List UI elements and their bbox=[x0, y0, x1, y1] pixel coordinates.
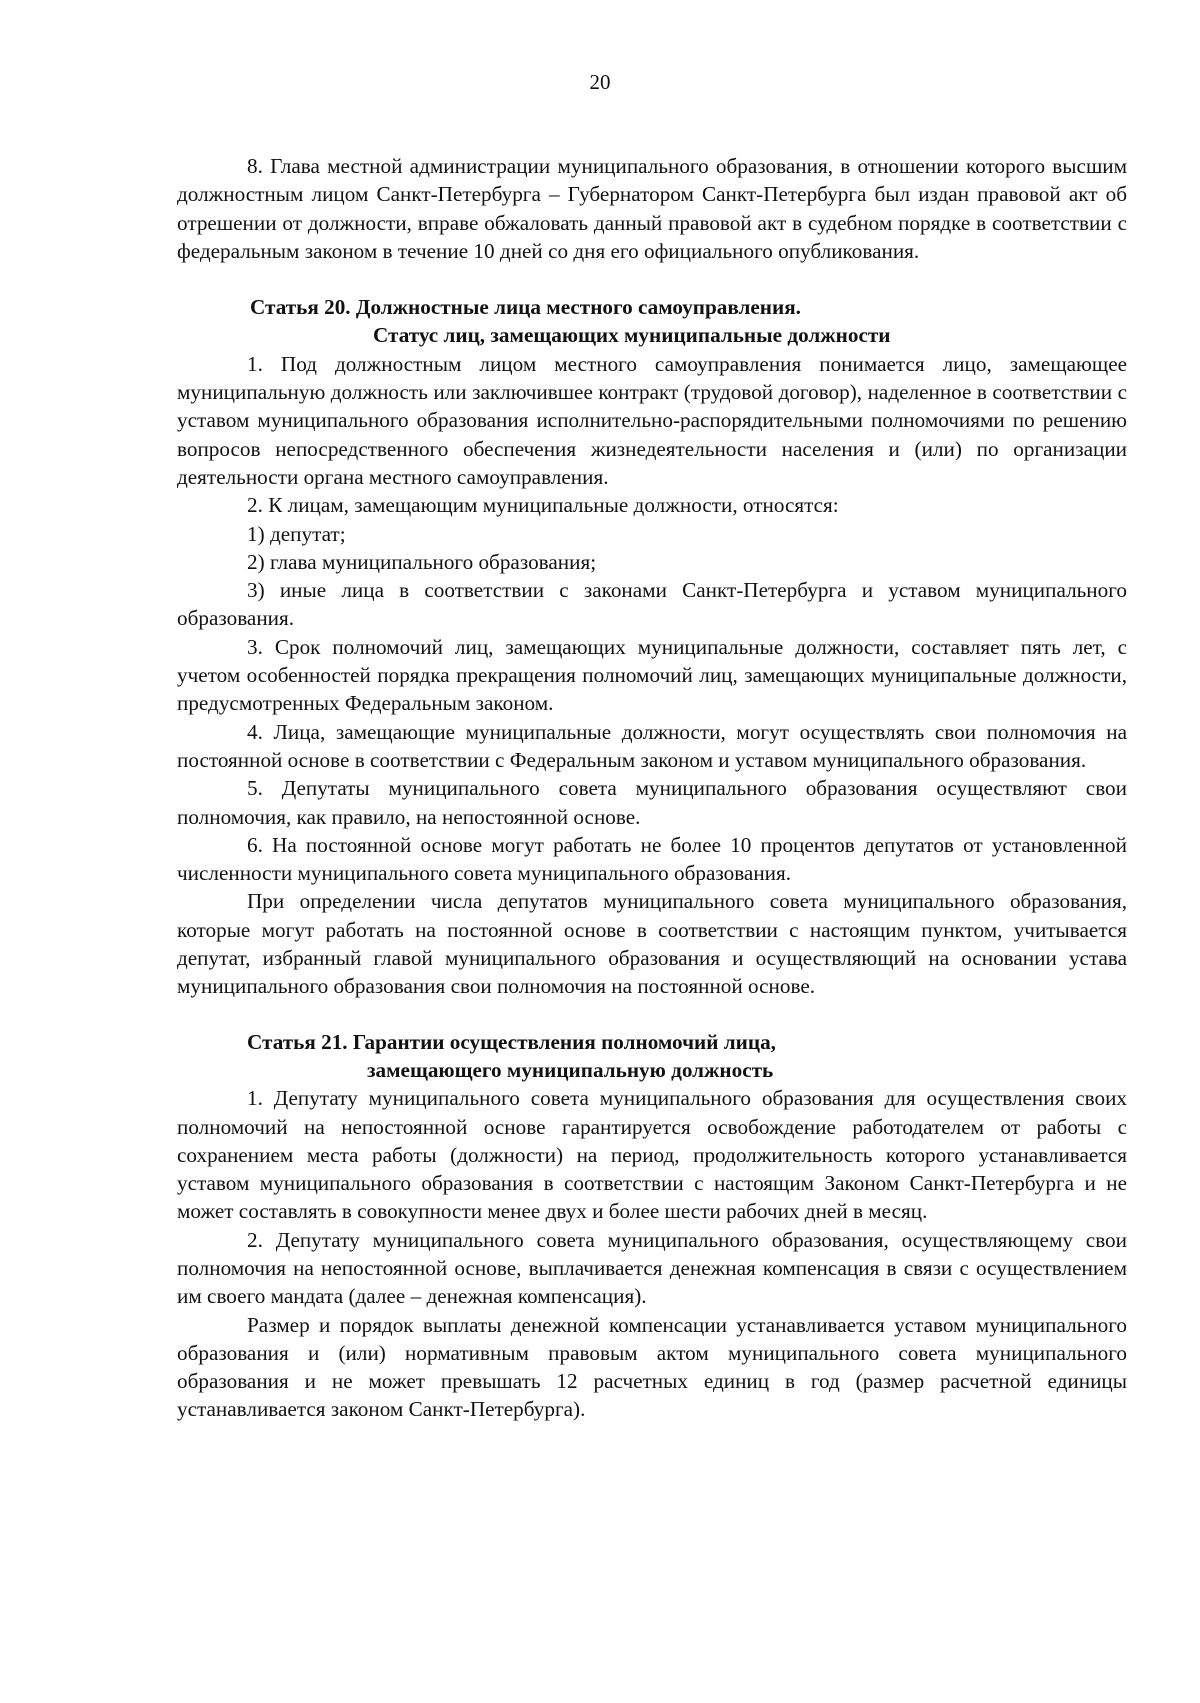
document-body bbox=[177, 152, 1127, 1424]
article-21-paragraph: 2. Депутату муниципального совета муниципального образования, осуществляющему свои полномочия на непостоянной основе, выплачивается денежная компенсация в связи с осуществлением им своего мандата (далее – денежная компенсация). bbox=[177, 1227, 1127, 1309]
article-20-paragraph: 5. Депутаты муниципального совета муниципального образования осуществляют свои полномочия, как правило, на непостоянной основе. bbox=[177, 776, 1127, 829]
article-20-paragraph: 3. Срок полномочий лиц, замещающих муниципальные должности, составляет пять лет, с учетом особенностей порядка прекращения полномочий лиц, замещающих муниципальные должности, предусмотренных Федеральным законом. bbox=[177, 634, 1127, 716]
article-20-list-item: 3) иные лица в соответствии с законами Санкт-Петербурга и уставом муниципального образования. bbox=[177, 578, 1127, 631]
article-20-heading bbox=[177, 293, 1127, 350]
article-21-title: Статья 21. Гарантии осуществления полномочий лица, bbox=[247, 1029, 776, 1054]
article-20-title: Статья 20. Должностные лица местного самоуправления. bbox=[250, 295, 801, 320]
spacer bbox=[177, 1001, 1127, 1028]
article-20-paragraph: 4. Лица, замещающие муниципальные должности, могут осуществлять свои полномочия на постоянной основе в соответствии с Федеральным законом и уставом муниципального образования. bbox=[177, 719, 1127, 772]
article-20-paragraph: 1. Под должностным лицом местного самоуправления понимается лицо, замещающее муниципальную должность или заключившее контракт (трудовой договор), наделенное в соответствии с уставом муниципального образования исполнительно-распорядительными полномочиями по решению вопросов непосредственного обеспечения жизнедеятельности населения и (или) по организации деятельности органа местного самоуправления. bbox=[177, 351, 1127, 489]
article-20-paragraph: 6. На постоянной основе могут работать не более 10 процентов депутатов от установленной численности муниципального совета муниципального образования. bbox=[177, 832, 1127, 886]
page-number: 20 bbox=[589, 70, 611, 94]
spacer bbox=[177, 265, 1127, 293]
article-20-list-item: 2) глава муниципального образования; bbox=[247, 549, 597, 574]
article-20-paragraph: 2. К лицам, замещающим муниципальные должности, относятся: bbox=[247, 493, 839, 518]
article-20-paragraph: При определении числа депутатов муниципального совета муниципального образования, которые могут работать на постоянной основе в соответствии с настоящим пунктом, учитывается депутат, избранный главой муниципального образования и осуществляющий на основании устава муниципального образования свои полномочия на постоянной основе. bbox=[177, 889, 1127, 999]
article-20-list-item: 1) депутат; bbox=[247, 521, 346, 546]
article-21-heading bbox=[177, 1028, 1127, 1085]
paragraph-article19-item8: 8. Глава местной администрации муниципального образования, в отношении которого высшим должностным лицом Санкт-Петербурга – Губернатором Санкт-Петербурга был издан правовой акт об отрешении от должности, вправе обжаловать данный правовой акт в судебном порядке в соответствии с федеральным законом в течение 10 дней со дня его официального опубликования. bbox=[177, 154, 1127, 263]
article-21-paragraph: Размер и порядок выплаты денежной компенсации устанавливается уставом муниципального образования и (или) нормативным правовым актом муниципального совета муниципального образования и не может превышать 12 расчетных единиц в год (размер расчетной единицы устанавливается законом Санкт-Петербурга). bbox=[177, 1312, 1127, 1422]
article-20-subtitle: Статус лиц, замещающих муниципальные должности bbox=[373, 323, 891, 348]
article-21-subtitle: замещающего муниципальную должность bbox=[367, 1057, 774, 1082]
article-21-paragraph: 1. Депутату муниципального совета муниципального образования для осуществления своих полномочий на непостоянной основе гарантируется освобождение работодателем от работы с сохранением места работы (должности) на период, продолжительность которого устанавливается уставом муниципального образования в соответствии с настоящим Законом Санкт-Петербурга и не может составлять в совокупности менее двух и более шести рабочих дней в месяц. bbox=[177, 1086, 1127, 1224]
